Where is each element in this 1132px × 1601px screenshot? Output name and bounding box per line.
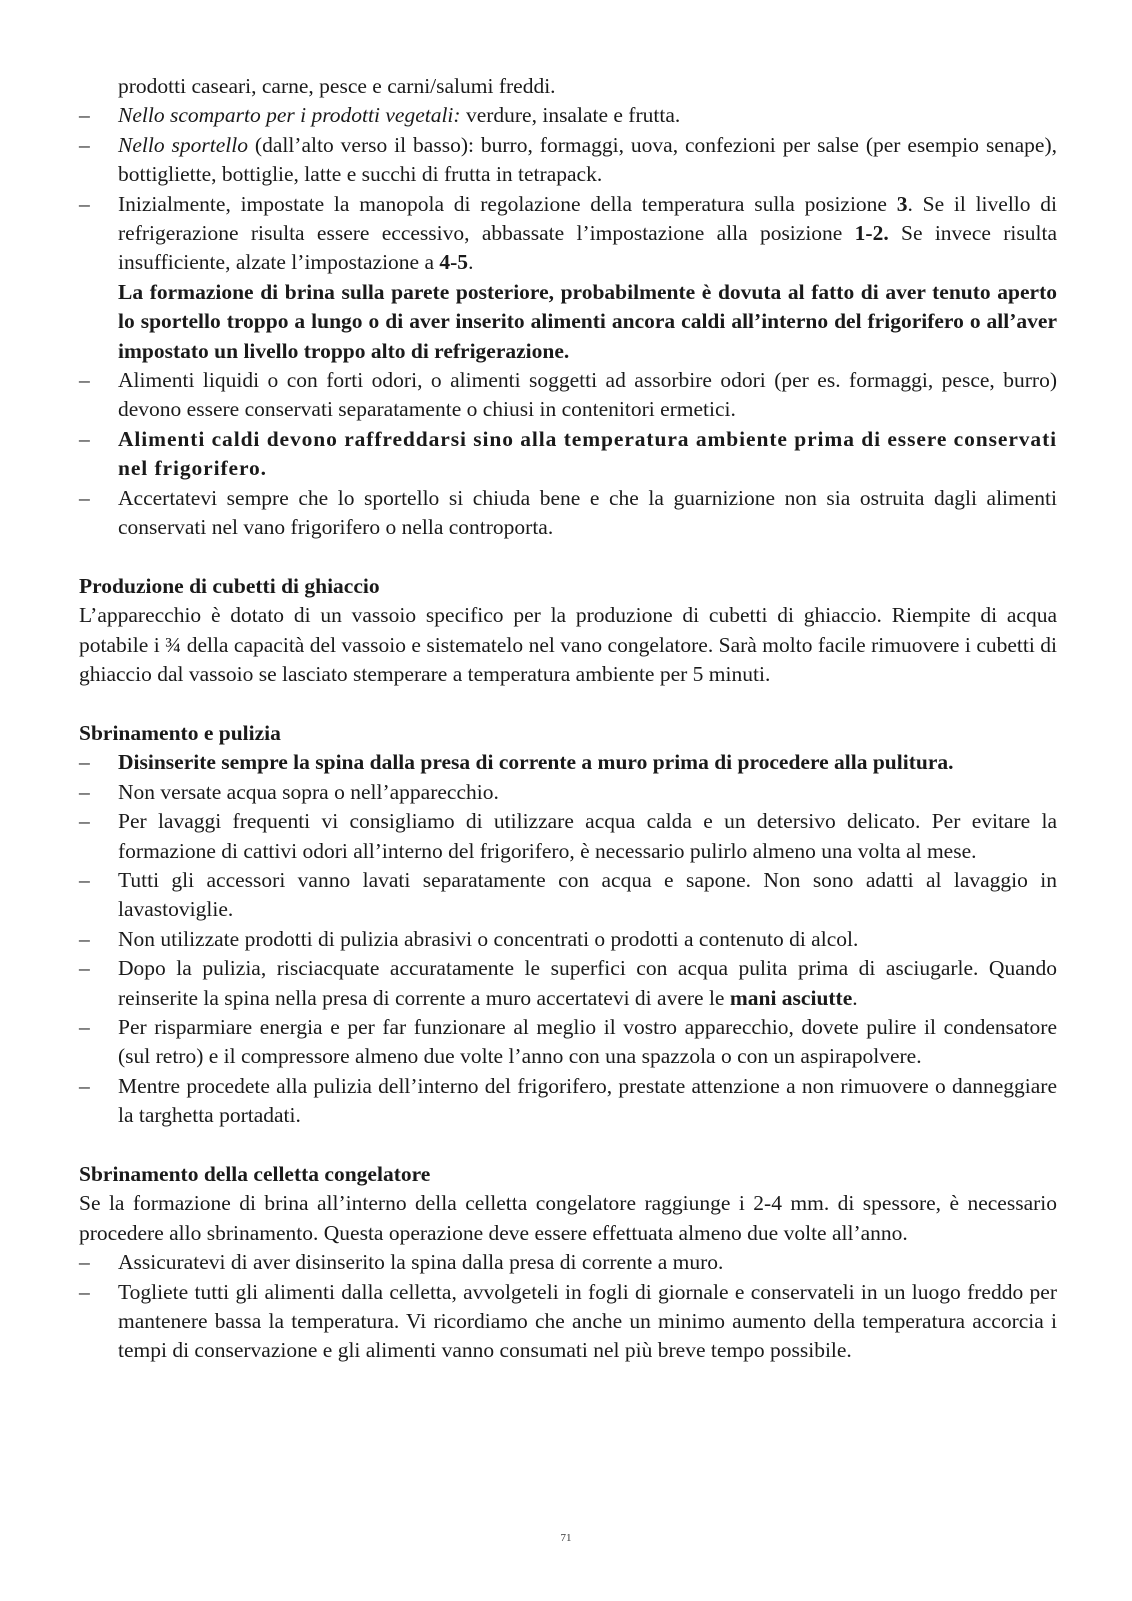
list-item: – Non utilizzate prodotti di pulizia abrasivi o concentrati o prodotti a contenuto di alcol. [79,926,859,951]
section-heading: Sbrinamento della celletta congelatore [79,1161,431,1186]
list-item: – Per lavaggi frequenti vi consigliamo di utilizzare acqua calda e un detersivo delicato. Per evitare la formazione di cattivi odori all’interno del frigorifero, è necessario pulirlo almeno una volta al mese. [79,809,1057,863]
list-item: – Alimenti caldi devono raffreddarsi sino alla temperatura ambiente prima di essere conservati nel frigorifero. [79,426,1057,481]
list-item: – Assicuratevi di aver disinserito la spina dalla presa di corrente a muro. [79,1250,724,1275]
list-item: – Mentre procedete alla pulizia dell’interno del frigorifero, prestate attenzione a non rimuovere o danneggiare la targhetta portadati. [79,1073,1057,1128]
list-item: – Non versate acqua sopra o nell’apparecchio. [79,779,499,804]
page-body [79,72,1057,1366]
list-item: – Tutti gli accessori vanno lavati separatamente con acqua e sapone. Non sono adatti al lavaggio in lavastoviglie. [79,867,1057,922]
paragraph: prodotti caseari, carne, pesce e carni/salumi freddi. [118,74,556,98]
list-item: – Accertatevi sempre che lo sportello si chiuda bene e che la guarnizione non sia ostruita dagli alimenti conservati nel vano frigorifero o nella controporta. [79,485,1057,540]
list-item: – Nello scomparto per i prodotti vegetali: verdure, insalate e frutta. [79,103,681,128]
paragraph: Se la formazione di brina all’interno della celletta congelatore raggiunge i 2-4 mm. di spessore, è necessario procedere allo sbrinamento. Questa operazione deve essere effettuata almeno due volte all’anno. [79,1191,1057,1245]
list-item: – Disinserite sempre la spina dalla presa di corrente a muro prima di procedere alla pulitura. [79,750,954,775]
paragraph: L’apparecchio è dotato di un vassoio specifico per la produzione di cubetti di ghiaccio. Riempite di acqua potabile i ¾ della capacità del vassoio e sistematelo nel vano congelatore. Sarà molto facile rimuovere i cubetti di ghiaccio dal vassoio se lasciato stemperare a temperatura ambiente per 5 minuti. [79,603,1057,687]
list-item: – Togliete tutti gli alimenti dalla celletta, avvolgeteli in fogli di giornale e conservateli in un luogo freddo per mantenere bassa la temperatura. Vi ricordiamo che anche un minimo aumento della temperatura accorcia i tempi di conservazione e gli alimenti vanno consumati nel più breve tempo possibile. [79,1279,1057,1363]
list-item: – Nello sportello (dall’alto verso il basso): burro, formaggi, uova, confezioni per salse (per esempio senape), bottigliette, bottiglie, latte e succhi di frutta in tetrapack. [79,132,1057,187]
section-heading: Produzione di cubetti di ghiaccio [79,573,380,598]
list-item: – Inizialmente, impostate la manopola di regolazione della temperatura sulla posizione 3. Se il livello di refrigerazione risulta essere eccessivo, abbassate l’impostazione alla posizione 1-2. Se invece risulta insufficiente, alzate l’impostazione a 4-5. [79,191,1057,275]
list-item: – Per risparmiare energia e per far funzionare al meglio il vostro apparecchio, dovete pulire il condensatore (sul retro) e il compressore almeno due volte l’anno con una spazzola o con un aspirapolvere. [79,1014,1057,1069]
frost-warning: La formazione di brina sulla parete posteriore, probabilmente è dovuta al fatto di aver tenuto aperto lo sportello troppo a lungo o di aver inserito alimenti ancora caldi all’interno del frigorifero o all’aver impostato un livello troppo alto di refrigerazione. [118,279,1057,363]
list-item: – Alimenti liquidi o con forti odori, o alimenti soggetti ad assorbire odori (per es. formaggi, pesce, burro) devono essere conservati separatamente o chiusi in contenitori ermetici. [79,368,1057,422]
list-item: – Dopo la pulizia, risciacquate accuratamente le superfici con acqua pulita prima di asciugarle. Quando reinserite la spina nella presa di corrente a muro accertatevi di avere le mani asciutte. [79,956,1057,1010]
list-item-label: Nello scomparto per i prodotti vegetali: [118,103,461,128]
section-heading: Sbrinamento e pulizia [79,720,281,745]
list-item-label: Nello sportello [118,132,248,157]
page-number: 71 [560,1532,572,1544]
